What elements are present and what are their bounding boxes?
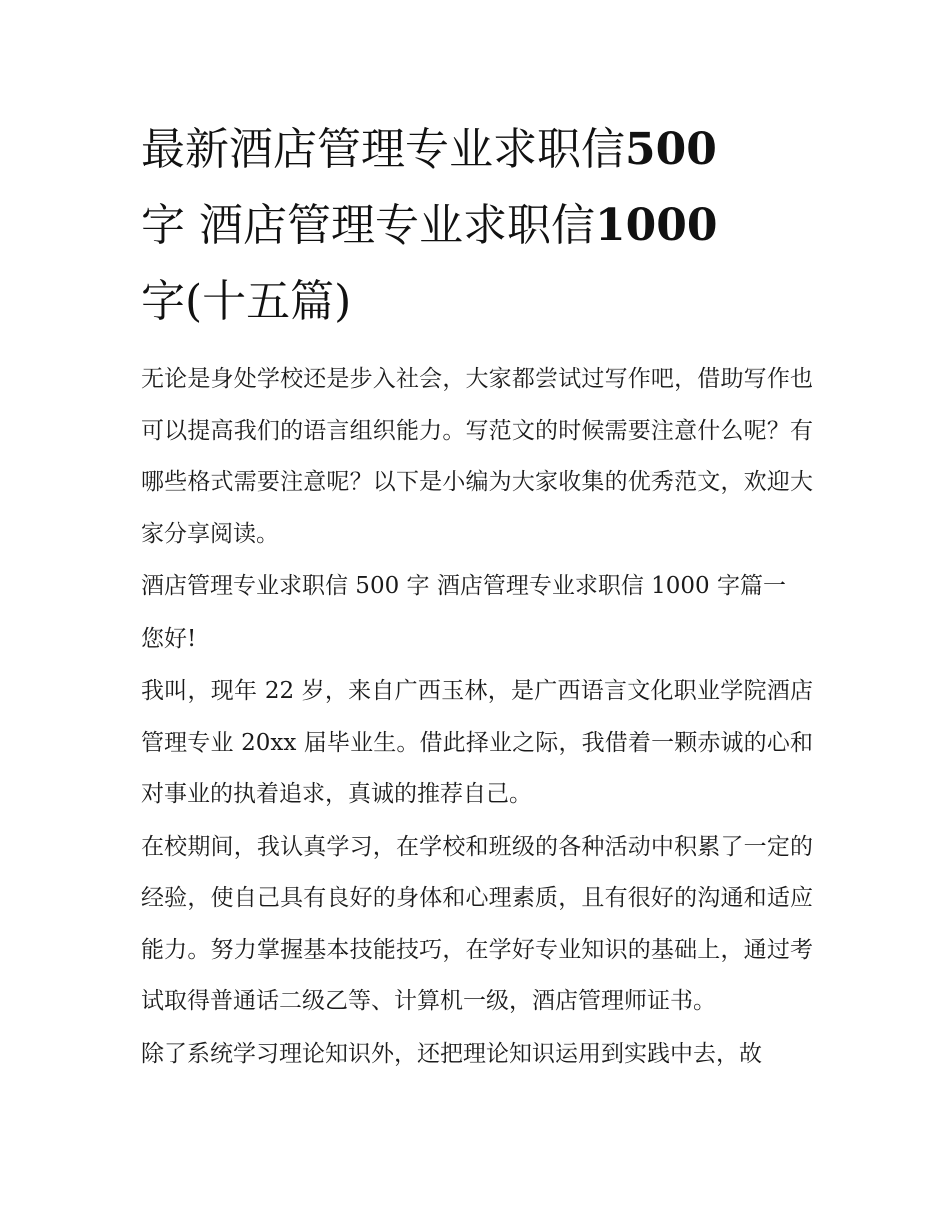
salutation: 您好!: [141, 625, 197, 652]
title-text-3: 字(十五篇): [141, 276, 352, 327]
title-text-2: 字 酒店管理专业求职信: [141, 200, 595, 251]
document-page: [141, 112, 813, 1081]
title-number-500: 500: [625, 124, 717, 175]
body-paragraph-1: 我叫，现年 22 岁，来自广西玉林，是广西语言文化职业学院酒店管理专业 20xx 届毕业生。借此择业之际，我借着一颗赤诚的心和对事业的执着追求，真诚的推荐自己。: [141, 678, 813, 807]
title-text-1: 最新酒店管理专业求职信: [141, 124, 625, 175]
body-paragraph-3: 除了系统学习理论知识外，还把理论知识运用到实践中去，故: [141, 1040, 762, 1067]
intro-paragraph: 无论是身处学校还是步入社会，大家都尝试过写作吧，借助写作也可以提高我们的语言组织能力。写范文的时候需要注意什么呢？有哪些格式需要注意呢？以下是小编为大家收集的优秀范文，欢迎大家分享阅读。: [141, 366, 813, 547]
body-paragraph-2: 在校期间，我认真学习，在学校和班级的各种活动中积累了一定的经验，使自己具有良好的身体和心理素质，且有很好的沟通和适应能力。努力掌握基本技能技巧，在学好专业知识的基础上，通过考试取得普通话二级乙等、计算机一级，酒店管理师证书。: [141, 833, 813, 1014]
document-title: [141, 112, 813, 340]
section-heading: 酒店管理专业求职信 500 字 酒店管理专业求职信 1000 字篇一: [141, 573, 786, 599]
title-number-1000: 1000: [595, 200, 718, 251]
